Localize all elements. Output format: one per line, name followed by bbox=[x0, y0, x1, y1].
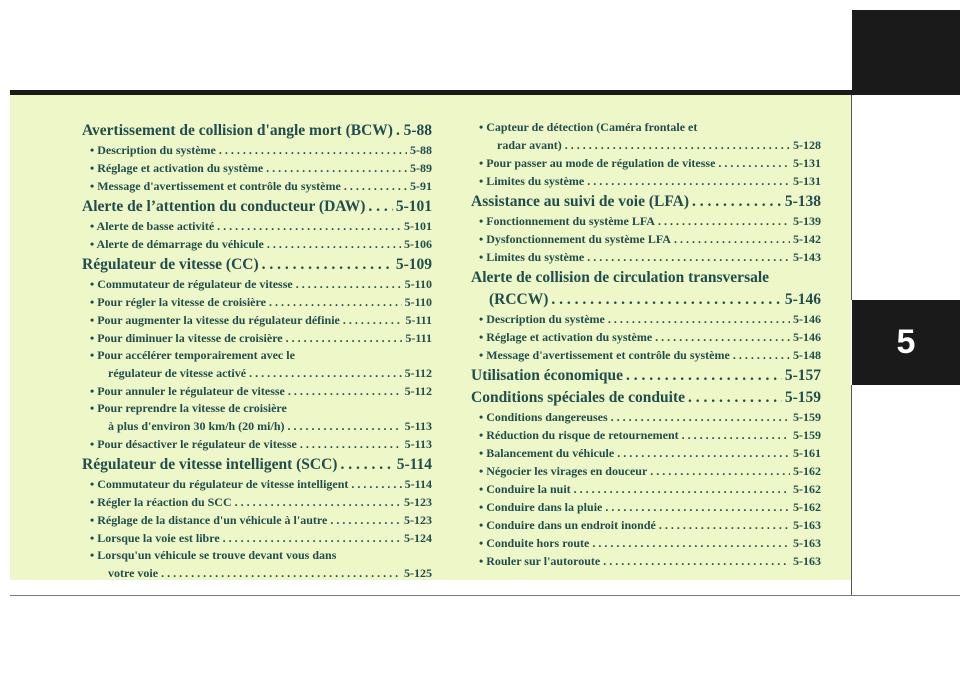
toc-subsection-entry[interactable] bbox=[471, 346, 821, 364]
toc-subsection-entry[interactable] bbox=[471, 552, 821, 570]
toc-subsection-entry[interactable] bbox=[82, 329, 432, 347]
toc-subsection-entry[interactable] bbox=[471, 444, 821, 462]
toc-page-number: 5-148 bbox=[793, 348, 821, 362]
toc-entry-title: Alerte de l’attention du conducteur (DAW) bbox=[82, 198, 366, 215]
toc-page-number: 5-88 bbox=[403, 122, 432, 139]
toc-right-column bbox=[471, 119, 821, 570]
toc-page-number: 5-163 bbox=[793, 518, 821, 532]
toc-subsection-entry[interactable] bbox=[471, 516, 821, 534]
toc-subsection-entry[interactable] bbox=[471, 408, 821, 426]
toc-section-entry[interactable] bbox=[82, 255, 432, 275]
toc-page-number: 5-159 bbox=[793, 410, 821, 424]
toc-entry-title: • Alerte de basse activité bbox=[90, 219, 215, 233]
toc-section-entry[interactable] bbox=[82, 197, 432, 217]
toc-subsection-entry[interactable] bbox=[471, 212, 821, 230]
toc-subsection-entry[interactable] bbox=[82, 493, 432, 511]
dot-leader bbox=[608, 310, 790, 328]
chapter-tab-label-wrap bbox=[852, 300, 960, 385]
toc-page-number: 5-146 bbox=[784, 291, 821, 308]
toc-entry-title: • Pour augmenter la vitesse du régulateur définie bbox=[90, 313, 340, 327]
dot-leader bbox=[574, 480, 790, 498]
toc-entry-title: • Pour régler la vitesse de croisière bbox=[90, 295, 266, 309]
toc-page-number: 5-125 bbox=[404, 566, 432, 580]
dot-leader bbox=[603, 552, 790, 570]
toc-entry-title: Assistance au suivi de voie (LFA) bbox=[471, 193, 690, 210]
toc-page-number: 5-113 bbox=[404, 437, 432, 451]
toc-page-number: 5-123 bbox=[404, 495, 432, 509]
toc-page-number: 5-138 bbox=[784, 193, 821, 210]
toc-entry-title: • Conduire la nuit bbox=[479, 482, 571, 496]
dot-leader bbox=[650, 462, 790, 480]
dot-leader bbox=[368, 197, 392, 217]
toc-section-entry[interactable] bbox=[82, 121, 432, 141]
toc-page-number: 5-131 bbox=[793, 174, 821, 188]
toc-entry-title: • Description du système bbox=[90, 143, 216, 157]
toc-entry-title: • Conduire dans un endroit inondé bbox=[479, 518, 656, 532]
toc-page-number: 5-142 bbox=[793, 232, 821, 246]
dot-leader bbox=[617, 444, 790, 462]
toc-subsection-entry[interactable] bbox=[82, 529, 432, 547]
toc-entry-title: • Dysfonctionnement du système LFA bbox=[479, 232, 671, 246]
toc-subsection-entry[interactable] bbox=[82, 217, 432, 235]
dot-leader bbox=[287, 417, 401, 435]
toc-page-number: 5-162 bbox=[793, 482, 821, 496]
toc-entry-title: • Commutateur de régulateur de vitesse bbox=[90, 277, 293, 291]
toc-entry-title: Utilisation économique bbox=[471, 367, 623, 384]
dot-leader bbox=[658, 212, 790, 230]
toc-page-number: 5-146 bbox=[793, 312, 821, 326]
toc-entry-line1: Alerte de collision de circulation transversale bbox=[471, 269, 770, 286]
toc-page-number: 5-143 bbox=[793, 250, 821, 264]
dot-leader bbox=[343, 311, 402, 329]
toc-entry-title: Régulateur de vitesse (CC) bbox=[82, 256, 259, 273]
dot-leader bbox=[655, 328, 790, 346]
toc-page-number: 5-131 bbox=[793, 156, 821, 170]
toc-page-number: 5-161 bbox=[793, 446, 821, 460]
toc-page-number: 5-109 bbox=[395, 256, 432, 273]
toc-entry-title: • Négocier les virages en douceur bbox=[479, 464, 648, 478]
toc-page-number: 5-89 bbox=[410, 161, 432, 175]
dot-leader bbox=[288, 382, 402, 400]
dot-leader bbox=[267, 235, 401, 253]
toc-subsection-entry[interactable] bbox=[82, 475, 432, 493]
toc-page-number: 5-139 bbox=[793, 214, 821, 228]
margin-rule-bottom bbox=[851, 385, 852, 595]
toc-entry-title: • Conditions dangereuses bbox=[479, 410, 608, 424]
toc-subsection-entry[interactable] bbox=[82, 275, 432, 293]
toc-subsection-entry[interactable] bbox=[82, 364, 432, 382]
toc-entry-title: • Pour passer au mode de régulation de vitesse bbox=[479, 156, 716, 170]
toc-page-number: 5-111 bbox=[405, 313, 432, 327]
dot-leader bbox=[587, 172, 790, 190]
toc-subsection-entry[interactable] bbox=[82, 141, 432, 159]
toc-entry-line1: • Pour accélérer temporairement avec le bbox=[90, 348, 295, 362]
toc-subsection-entry[interactable] bbox=[471, 310, 821, 328]
dot-leader bbox=[330, 511, 401, 529]
toc-page-number: 5-101 bbox=[404, 219, 432, 233]
toc-entry-title: • Rouler sur l'autoroute bbox=[479, 554, 601, 568]
dot-leader bbox=[219, 141, 407, 159]
toc-entry-title: • Pour annuler le régulateur de vitesse bbox=[90, 384, 285, 398]
toc-page-number: 5-111 bbox=[405, 331, 432, 345]
footer-rule bbox=[10, 595, 960, 596]
toc-entry-title: • Commutateur du régulateur de vitesse intelligent bbox=[90, 477, 349, 491]
dot-leader bbox=[587, 248, 790, 266]
toc-entry-title: • Réduction du risque de retournement bbox=[479, 428, 679, 442]
toc-subsection-entry[interactable] bbox=[471, 426, 821, 444]
toc-entry-title: • Pour diminuer la vitesse de croisière bbox=[90, 331, 283, 345]
dot-leader bbox=[692, 192, 782, 212]
dot-leader bbox=[674, 230, 790, 248]
toc-entry-title: Avertissement de collision d'angle mort (BCW) bbox=[82, 122, 393, 139]
margin-rule-top bbox=[851, 95, 852, 300]
dot-leader bbox=[300, 435, 402, 453]
toc-entry-title: • Réglage de la distance d'un véhicule à l'autre bbox=[90, 513, 328, 527]
toc-entry-title: à plus d'environ 30 km/h (20 mi/h) bbox=[108, 419, 285, 433]
toc-subsection-entry[interactable] bbox=[471, 328, 821, 346]
toc-page-number: 5-112 bbox=[404, 384, 432, 398]
dot-leader bbox=[351, 475, 401, 493]
toc-page-number: 5-163 bbox=[793, 536, 821, 550]
dot-leader bbox=[659, 516, 790, 534]
toc-entry-title: • Pour désactiver le régulateur de vitesse bbox=[90, 437, 297, 451]
toc-page-number: 5-124 bbox=[404, 531, 432, 545]
dot-leader bbox=[611, 408, 790, 426]
toc-entry-title: • Limites du système bbox=[479, 174, 585, 188]
dot-leader bbox=[161, 564, 401, 582]
toc-subsection-entry[interactable] bbox=[82, 235, 432, 253]
dot-leader bbox=[217, 217, 401, 235]
dot-leader bbox=[269, 293, 402, 311]
toc-subsection-entry[interactable] bbox=[471, 248, 821, 266]
toc-subsection-entry[interactable] bbox=[82, 382, 432, 400]
dot-leader bbox=[565, 136, 790, 154]
toc-page-number: 5-112 bbox=[404, 366, 432, 380]
toc-subsection-entry[interactable] bbox=[82, 564, 432, 582]
toc-entry-title: radar avant) bbox=[497, 138, 562, 152]
toc-entry-line1: • Capteur de détection (Caméra frontale et bbox=[479, 120, 698, 134]
toc-subsection-entry[interactable] bbox=[471, 534, 821, 552]
toc-page-number: 5-114 bbox=[404, 477, 432, 491]
toc-page-number: 5-88 bbox=[410, 143, 432, 157]
toc-page-number: 5-162 bbox=[793, 500, 821, 514]
toc-entry-title: • Message d'avertissement et contrôle du système bbox=[479, 348, 730, 362]
dot-leader bbox=[733, 346, 790, 364]
dot-leader bbox=[605, 498, 790, 516]
toc-entry-title: (RCCW) bbox=[489, 291, 549, 308]
toc-page-number: 5-110 bbox=[404, 277, 432, 291]
toc-page-number: 5-114 bbox=[396, 456, 432, 473]
dot-leader bbox=[718, 154, 790, 172]
toc-left-column bbox=[82, 119, 432, 582]
toc-page-number: 5-113 bbox=[404, 419, 432, 433]
toc-subsection-entry[interactable] bbox=[82, 511, 432, 529]
toc-entry-title: • Conduire dans la pluie bbox=[479, 500, 603, 514]
toc-page-number: 5-110 bbox=[404, 295, 432, 309]
toc-subsection-entry[interactable] bbox=[471, 154, 821, 172]
toc-page-number: 5-157 bbox=[784, 367, 821, 384]
dot-leader bbox=[551, 290, 781, 310]
dot-leader bbox=[249, 364, 402, 382]
toc-page-number: 5-163 bbox=[793, 554, 821, 568]
toc-entry-title: • Réglage et activation du système bbox=[479, 330, 653, 344]
toc-entry-title: • Lorsque la voie est libre bbox=[90, 531, 220, 545]
dot-leader bbox=[682, 426, 790, 444]
toc-page-number: 5-159 bbox=[784, 389, 821, 406]
dot-leader bbox=[344, 177, 407, 195]
toc-entry-title: votre voie bbox=[108, 566, 159, 580]
toc-entry-title: • Fonctionnement du système LFA bbox=[479, 214, 655, 228]
dot-leader bbox=[286, 329, 403, 347]
toc-subsection-entry[interactable] bbox=[471, 136, 821, 154]
toc-subsection-entry[interactable] bbox=[471, 172, 821, 190]
toc-section-entry[interactable] bbox=[471, 192, 821, 212]
toc-entry-title: Conditions spéciales de conduite bbox=[471, 389, 686, 406]
toc-page-number: 5-123 bbox=[404, 513, 432, 527]
dot-leader bbox=[626, 366, 782, 386]
toc-entry-title: • Alerte de démarrage du véhicule bbox=[90, 237, 264, 251]
toc-entry-line1: • Pour reprendre la vitesse de croisière bbox=[90, 401, 287, 415]
dot-leader bbox=[266, 159, 407, 177]
dot-leader bbox=[592, 534, 790, 552]
header-corner-block bbox=[852, 10, 960, 95]
toc-entry-title: • Conduite hors route bbox=[479, 536, 590, 550]
toc-page-number: 5-101 bbox=[395, 198, 432, 215]
toc-subsection-entry[interactable] bbox=[471, 462, 821, 480]
toc-subsection-entry[interactable] bbox=[82, 293, 432, 311]
chapter-number: 5 bbox=[896, 323, 916, 361]
toc-entry-title: Régulateur de vitesse intelligent (SCC) bbox=[82, 456, 338, 473]
toc-page-number: 5-146 bbox=[793, 330, 821, 344]
toc-entry-title: • Balancement du véhicule bbox=[479, 446, 615, 460]
toc-entry-title: • Description du système bbox=[479, 312, 605, 326]
toc-section-entry[interactable] bbox=[471, 388, 821, 408]
dot-leader bbox=[688, 388, 782, 408]
toc-section-entry[interactable] bbox=[82, 455, 432, 475]
toc-subsection-entry[interactable] bbox=[471, 480, 821, 498]
toc-entry-line1: • Lorsqu'un véhicule se trouve devant vous dans bbox=[90, 548, 337, 562]
toc-page-number: 5-159 bbox=[793, 428, 821, 442]
toc-entry-title: • Message d'avertissement et contrôle du système bbox=[90, 179, 341, 193]
toc-page-number: 5-128 bbox=[793, 138, 821, 152]
toc-entry-title: • Réglage et activation du système bbox=[90, 161, 264, 175]
toc-subsection-entry[interactable] bbox=[82, 435, 432, 453]
toc-subsection-entry[interactable] bbox=[82, 159, 432, 177]
toc-page-number: 5-162 bbox=[793, 464, 821, 478]
toc-entry-title: régulateur de vitesse activé bbox=[108, 366, 247, 380]
toc-subsection-entry[interactable] bbox=[471, 498, 821, 516]
toc-page-number: 5-91 bbox=[410, 179, 432, 193]
toc-subsection-entry[interactable] bbox=[82, 417, 432, 435]
toc-entry-title: • Limites du système bbox=[479, 250, 585, 264]
toc-subsection-entry[interactable] bbox=[471, 230, 821, 248]
dot-leader bbox=[223, 529, 401, 547]
dot-leader bbox=[262, 255, 393, 275]
dot-leader bbox=[235, 493, 401, 511]
toc-subsection-entry[interactable] bbox=[82, 311, 432, 329]
dot-leader bbox=[340, 455, 393, 475]
dot-leader bbox=[396, 121, 401, 141]
toc-subsection-entry[interactable] bbox=[82, 177, 432, 195]
toc-entry-title: • Régler la réaction du SCC bbox=[90, 495, 232, 509]
toc-section-entry[interactable] bbox=[471, 290, 821, 310]
toc-section-entry[interactable] bbox=[471, 366, 821, 386]
toc-page-number: 5-106 bbox=[404, 237, 432, 251]
dot-leader bbox=[296, 275, 402, 293]
